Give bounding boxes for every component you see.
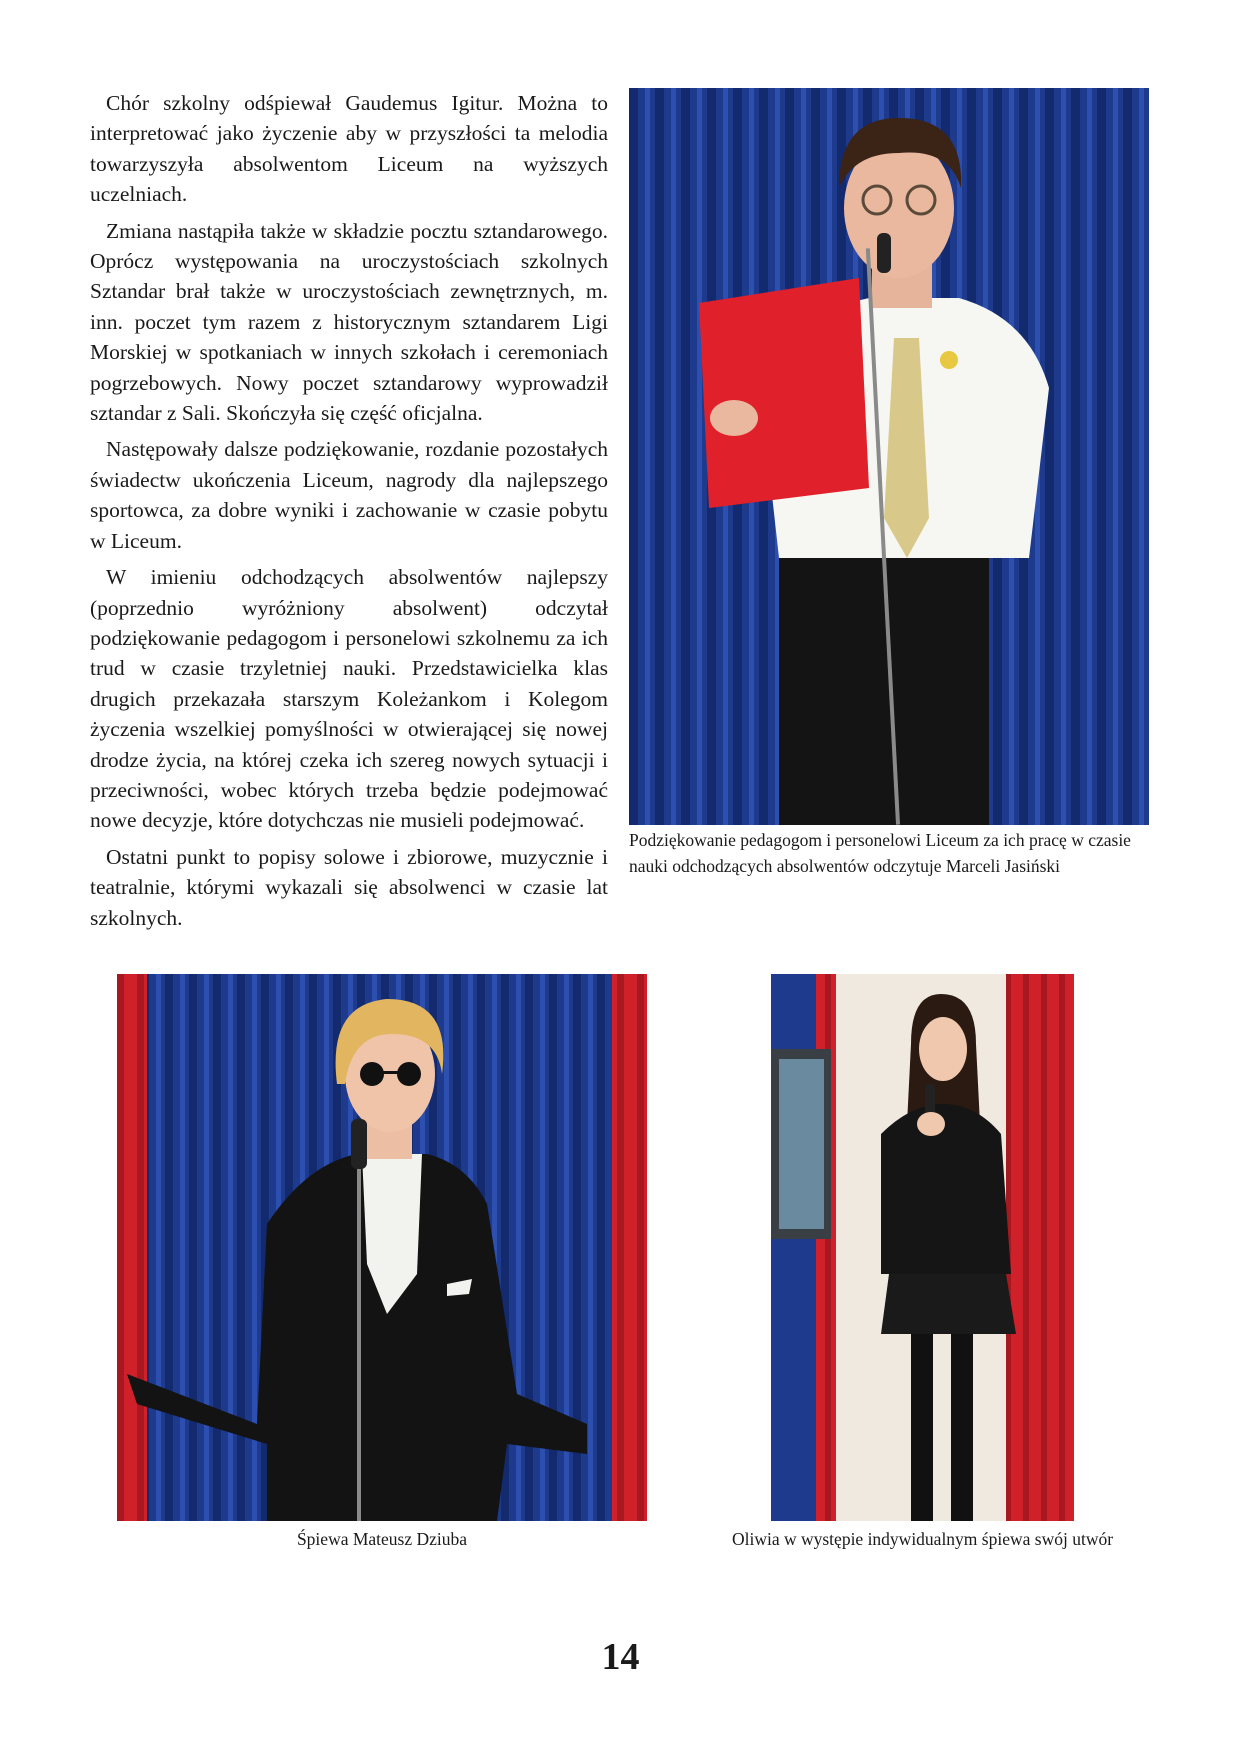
caption-singer-male: Śpiewa Mateusz Dziuba xyxy=(296,1529,468,1549)
article-paragraph-5: Ostatni punkt to popisy solowe i zbiorowe, muzycznie i teatralnie, którymi wykazali się absolwenci w czasie lat szkolnych. xyxy=(90,844,608,930)
article-paragraph-1: Chór szkolny odśpiewał Gaudemus Igitur. Można to interpretować jako życzenie aby w przyszłości ta melodia towarzyszyła absolwentom Liceum na wyższych uczelniach. xyxy=(90,91,608,207)
photo-singer-female xyxy=(771,974,1074,1521)
caption-singer-female: Oliwia w występie indywidualnym śpiewa swój utwór xyxy=(731,1529,1114,1549)
singer-male-photo-illustration xyxy=(117,974,647,1521)
photo-singer-male xyxy=(117,974,647,1521)
article-body xyxy=(90,88,608,939)
caption-speaker: Podziękowanie pedagogom i personelowi Liceum za ich pracę w czasie nauki odchodzących absolwentów odczytuje Marceli Jasiński xyxy=(629,830,1131,876)
page-number: 14 xyxy=(601,1636,640,1678)
speaker-photo-illustration xyxy=(629,88,1149,825)
article-paragraph-4: W imieniu odchodzących absolwentów najlepszy (poprzednio wyróżniony absolwent) odczytał podziękowanie pedagogom i personelowi szkolnemu za ich trud w czasie trzyletniej nauki. Przedstawicielka klas drugich przekazała starszym Koleżankom i Kolegom życzenia wszelkiej pomyślności w otwierającej się nowej drodze życia, na której czeka ich szereg nowych sytuacji i przeciwności, wobec których trzeba będzie podejmować nowe decyzje, które dotychczas nie musieli podejmować. xyxy=(90,565,608,833)
article-paragraph-2: Zmiana nastąpiła także w składzie pocztu sztandarowego. Oprócz występowania na uroczystościach szkolnych Sztandar brał także w uroczystościach zewnętrznych, m. inn. poczet tym razem z historycznym sztandarem Ligi Morskiej w spotkaniach w innych szkołach i ceremoniach pogrzebowych. Nowy poczet sztandarowy wyprowadził sztandar z Sali. Skończyła się część oficjalna. xyxy=(90,218,608,426)
photo-speaker xyxy=(629,88,1149,825)
singer-female-photo-illustration xyxy=(771,974,1074,1521)
article-paragraph-3: Następowały dalsze podziękowanie, rozdanie pozostałych świadectw ukończenia Liceum, nagrody dla najlepszego sportowca, za dobre wyniki i zachowanie w czasie pobytu w Liceum. xyxy=(90,437,608,553)
